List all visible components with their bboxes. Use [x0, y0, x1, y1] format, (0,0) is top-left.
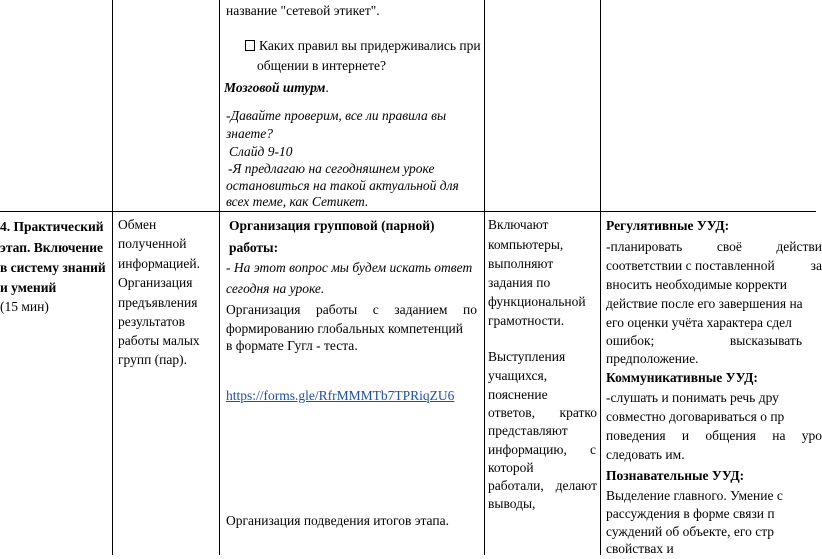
students-line-15: выводы,	[488, 496, 536, 511]
students-line-12: информацию, с	[488, 442, 596, 457]
cog-line-2: рассуждения в форме связи п	[606, 506, 775, 521]
students-line-11: представляют	[488, 423, 568, 438]
students-line-2: компьютеры,	[488, 237, 564, 252]
reg-line-7: предположение.	[606, 351, 699, 366]
form-line-2: полученной	[118, 236, 187, 251]
stage-duration: (15 мин)	[0, 299, 49, 314]
students-line-5: функциональной	[488, 294, 586, 309]
com-line-3: поведения и общения на уро	[606, 428, 822, 443]
cog-line-1: Выделение главного. Умение с	[606, 488, 783, 503]
students-line-1: Включают	[488, 217, 549, 232]
students-line-4: задания по	[488, 275, 551, 290]
top-bullet-question	[245, 36, 481, 56]
cognitive-title: Познавательные УУД:	[606, 468, 745, 483]
question-line-1: Каких правил вы придерживались при	[259, 38, 481, 53]
form-line-6: результатов	[118, 314, 186, 329]
table-line-v2	[219, 0, 220, 555]
table-line-v4	[600, 0, 601, 555]
form-line-1: Обмен	[118, 217, 157, 232]
form-line-4: Организация	[118, 275, 193, 290]
stage-line-2: этап. Включение	[0, 240, 104, 255]
table-line-v1	[112, 0, 113, 555]
brainstorm-heading: Мозговой штурм.	[224, 80, 329, 95]
stage-line-1: 4. Практический	[0, 219, 104, 234]
task-line-3: в формате Гугл - теста.	[226, 338, 358, 353]
offer-line-2: остановиться на такой актуальной для	[226, 178, 459, 193]
reg-line-3: вносить необходимые корректи	[606, 277, 787, 292]
checkbox-bullet-icon	[245, 40, 255, 51]
stage-line-3: в систему знаний	[0, 260, 106, 275]
form-line-3: информацией.	[118, 256, 200, 271]
question-note-1: - На этот вопрос мы будем искать ответ	[226, 260, 473, 275]
com-line-2: совместно договариваться о пр	[606, 409, 785, 424]
question-line-2: общении в интернете?	[257, 58, 386, 73]
question-note-2: сегодня на уроке.	[226, 281, 325, 296]
students-line-10: ответов, кратко	[488, 405, 597, 420]
students-line-6: грамотности.	[488, 313, 565, 328]
students-line-14: работали, делают	[488, 478, 597, 493]
task-line-1: Организация работы с заданием по	[226, 302, 477, 317]
task-line-2: формированию глобальных компетенций	[226, 321, 463, 336]
form-line-8: групп (пар).	[118, 352, 188, 367]
slide-note: Слайд 9-10	[229, 144, 293, 159]
students-line-9: пояснение	[488, 387, 548, 402]
communicative-title: Коммуникативные УУД:	[606, 370, 758, 385]
offer-line-1: -Я предлагаю на сегодняшнем уроке	[228, 161, 435, 176]
check-line-2: знаете?	[226, 126, 274, 141]
regulative-title: Регулятивные УУД:	[606, 218, 730, 233]
students-line-7: Выступления	[488, 349, 566, 364]
offer-line-3: всех теме, как Сетикет.	[226, 194, 369, 209]
form-line-5: предъявления	[118, 295, 198, 310]
reg-line-1: -планировать своё действи	[606, 239, 822, 254]
uud-cell	[606, 212, 822, 556]
group-work-heading-2: работы:	[229, 240, 279, 255]
reg-line-6: ошибок; высказывать	[606, 333, 802, 348]
summary-note: Организация подведения итогов этапа.	[226, 513, 449, 528]
cog-line-3: суждений об объекте, его стр	[606, 524, 775, 539]
reg-line-4: действие после его завершения на	[606, 296, 803, 311]
reg-line-2: соответствии с поставленной за	[606, 258, 822, 273]
com-line-4: следовать им.	[606, 447, 685, 462]
group-work-heading-1: Организация групповой (парной)	[229, 218, 435, 233]
stage-line-4: и умений	[0, 280, 57, 295]
students-line-13: которой	[488, 460, 534, 475]
com-line-1: -слушать и понимать речь дру	[606, 390, 779, 405]
form-line-7: работы малых	[118, 333, 200, 348]
table-line-v3	[484, 0, 485, 555]
google-form-link[interactable]: https://forms.gle/RfrMMMTb7TPRiqZU6	[226, 388, 455, 403]
students-line-3: выполняют	[488, 256, 554, 271]
reg-line-5: его оценки учёта характера сдел	[606, 315, 792, 330]
check-line-1: -Давайте проверим, все ли правила вы	[226, 108, 447, 123]
cog-line-4: свойствах и	[606, 541, 674, 556]
students-line-8: учащихся,	[488, 368, 548, 383]
top-line-title: название "сетевой этикет".	[226, 3, 380, 18]
